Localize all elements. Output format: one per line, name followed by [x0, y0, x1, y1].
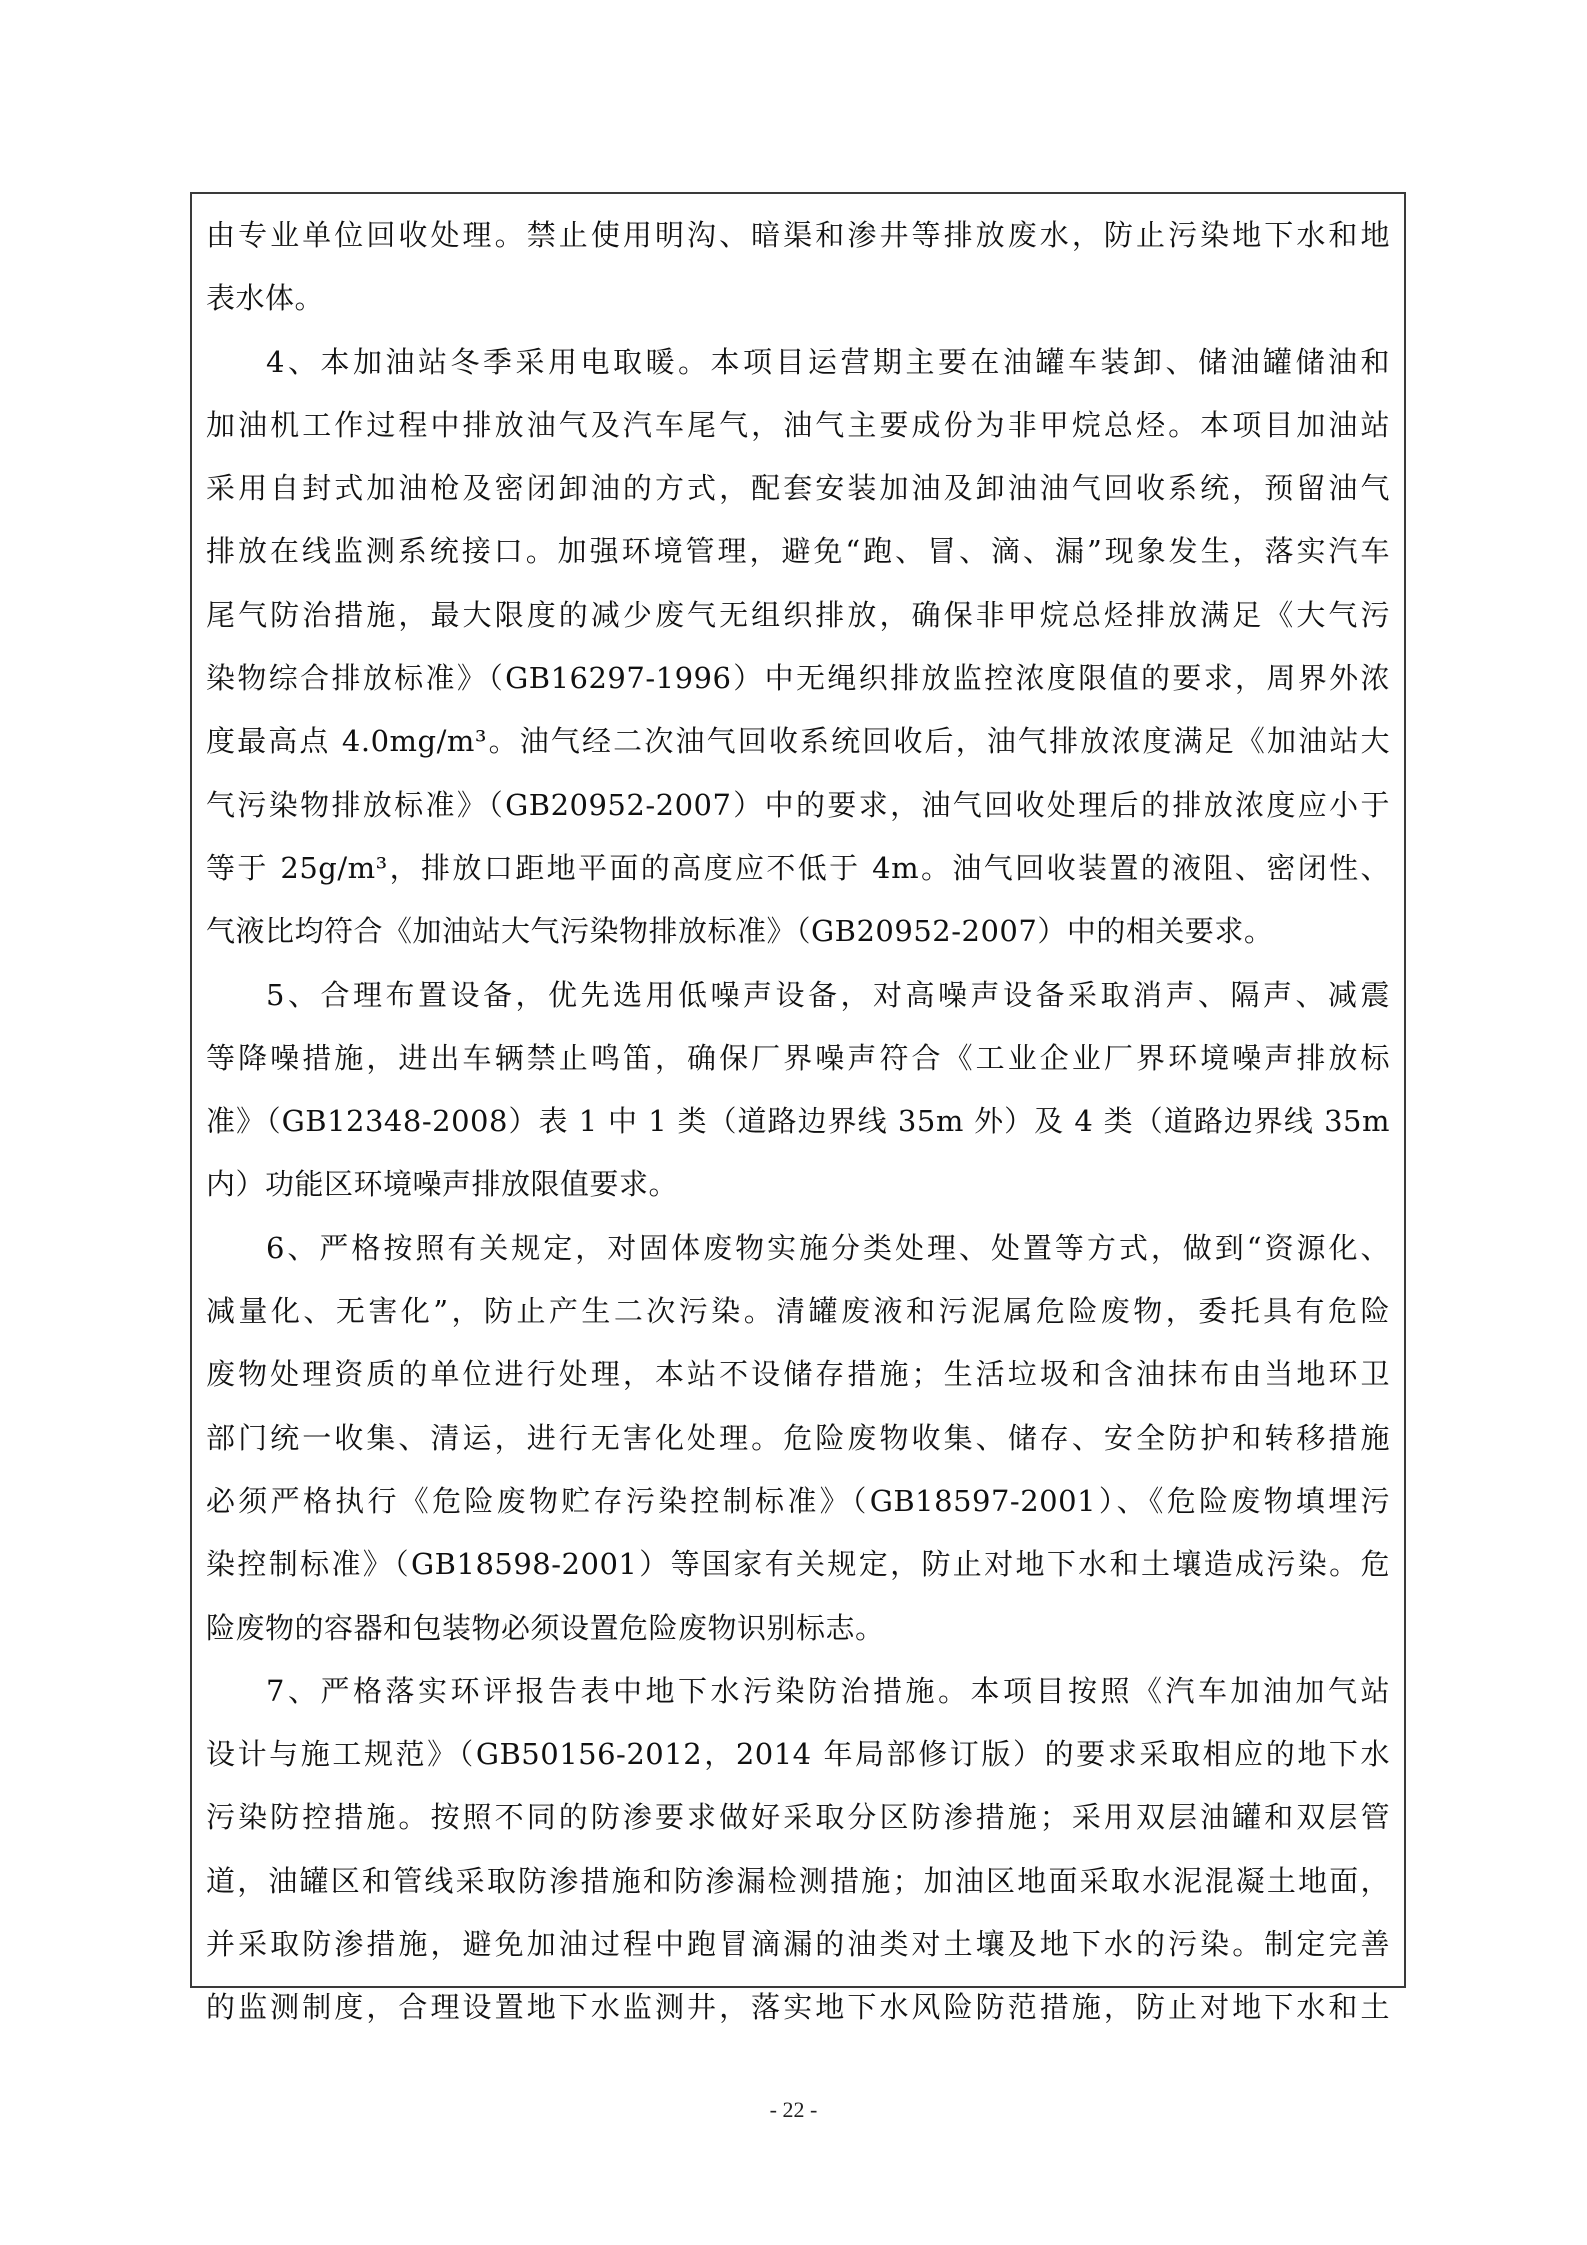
text-line: 排放在线监测系统接口。加强环境管理，避免“跑、冒、滴、漏”现象发生，落实汽车 — [206, 534, 1390, 569]
text-line: 采用自封式加油枪及密闭卸油的方式，配套安装加油及卸油油气回收系统，预留油气 — [206, 471, 1390, 506]
text-line: 加油机工作过程中排放油气及汽车尾气，油气主要成份为非甲烷总烃。本项目加油站 — [206, 407, 1390, 442]
text-line: 设计与施工规范》（GB50156-2012，2014 年局部修订版）的要求采取相应的地下水 — [206, 1737, 1390, 1772]
text-line: 度最高点 4.0mg/m³。油气经二次油气回收系统回收后，油气排放浓度满足《加油站大 — [206, 724, 1390, 759]
document-body — [206, 204, 1390, 2040]
text-line: 污染防控措施。按照不同的防渗要求做好采取分区防渗措施；采用双层油罐和双层管 — [206, 1800, 1390, 1835]
text-line: 部门统一收集、清运，进行无害化处理。危险废物收集、储存、安全防护和转移措施 — [206, 1420, 1390, 1455]
text-line: 气液比均符合《加油站大气污染物排放标准》（GB20952-2007）中的相关要求。 — [206, 914, 1274, 949]
text-line: 并采取防渗措施，避免加油过程中跑冒滴漏的油类对土壤及地下水的污染。制定完善 — [206, 1927, 1390, 1962]
text-line: 废物处理资质的单位进行处理，本站不设储存措施；生活垃圾和含油抹布由当地环卫 — [206, 1357, 1390, 1392]
paragraph-4-start: 4、本加油站冬季采用电取暖。本项目运营期主要在油罐车装卸、储油罐储油和 — [266, 344, 1390, 379]
text-line: 气污染物排放标准》（GB20952-2007）中的要求，油气回收处理后的排放浓度应小于 — [206, 787, 1390, 822]
text-line: 险废物的容器和包装物必须设置危险废物识别标志。 — [206, 1610, 885, 1645]
text-line: 表水体。 — [206, 281, 325, 316]
text-line: 必须严格执行《危险废物贮存污染控制标准》（GB18597-2001）、《危险废物填埋污 — [206, 1483, 1390, 1518]
text-line: 染控制标准》（GB18598-2001）等国家有关规定，防止对地下水和土壤造成污染。危 — [206, 1547, 1390, 1582]
text-line: 等于 25g/m³，排放口距地平面的高度应不低于 4m。油气回收装置的液阻、密闭性、 — [206, 850, 1390, 885]
text-line: 的监测制度，合理设置地下水监测井，落实地下水风险防范措施，防止对地下水和土 — [206, 1990, 1390, 2025]
text-line: 尾气防治措施，最大限度的减少废气无组织排放，确保非甲烷总烃排放满足《大气污 — [206, 597, 1390, 632]
text-line: 染物综合排放标准》（GB16297-1996）中无绳织排放监控浓度限值的要求，周界外浓 — [206, 661, 1390, 696]
paragraph-5-start: 5、合理布置设备，优先选用低噪声设备，对高噪声设备采取消声、隔声、减震 — [266, 977, 1390, 1012]
paragraph-6-start: 6、严格按照有关规定，对固体废物实施分类处理、处置等方式，做到“资源化、 — [266, 1230, 1390, 1265]
content-table-frame — [190, 192, 1406, 2025]
page-number: - 22 - — [769, 2097, 818, 2122]
text-line: 内）功能区环境噪声排放限值要求。 — [206, 1167, 679, 1202]
text-line: 准》（GB12348-2008）表 1 中 1 类（道路边界线 35m 外）及 4 类（道路边界线 35m — [206, 1104, 1390, 1139]
text-line: 等降噪措施，进出车辆禁止鸣笛，确保厂界噪声符合《工业企业厂界环境噪声排放标 — [206, 1040, 1390, 1075]
text-line: 减量化、无害化”，防止产生二次污染。清罐废液和污泥属危险废物，委托具有危险 — [206, 1294, 1390, 1329]
text-line: 由专业单位回收处理。禁止使用明沟、暗渠和渗井等排放废水，防止污染地下水和地 — [206, 218, 1390, 252]
paragraph-7-start: 7、严格落实环评报告表中地下水污染防治措施。本项目按照《汽车加油加气站 — [266, 1673, 1390, 1708]
text-line: 道，油罐区和管线采取防渗措施和防渗漏检测措施；加油区地面采取水泥混凝土地面， — [206, 1863, 1390, 1898]
